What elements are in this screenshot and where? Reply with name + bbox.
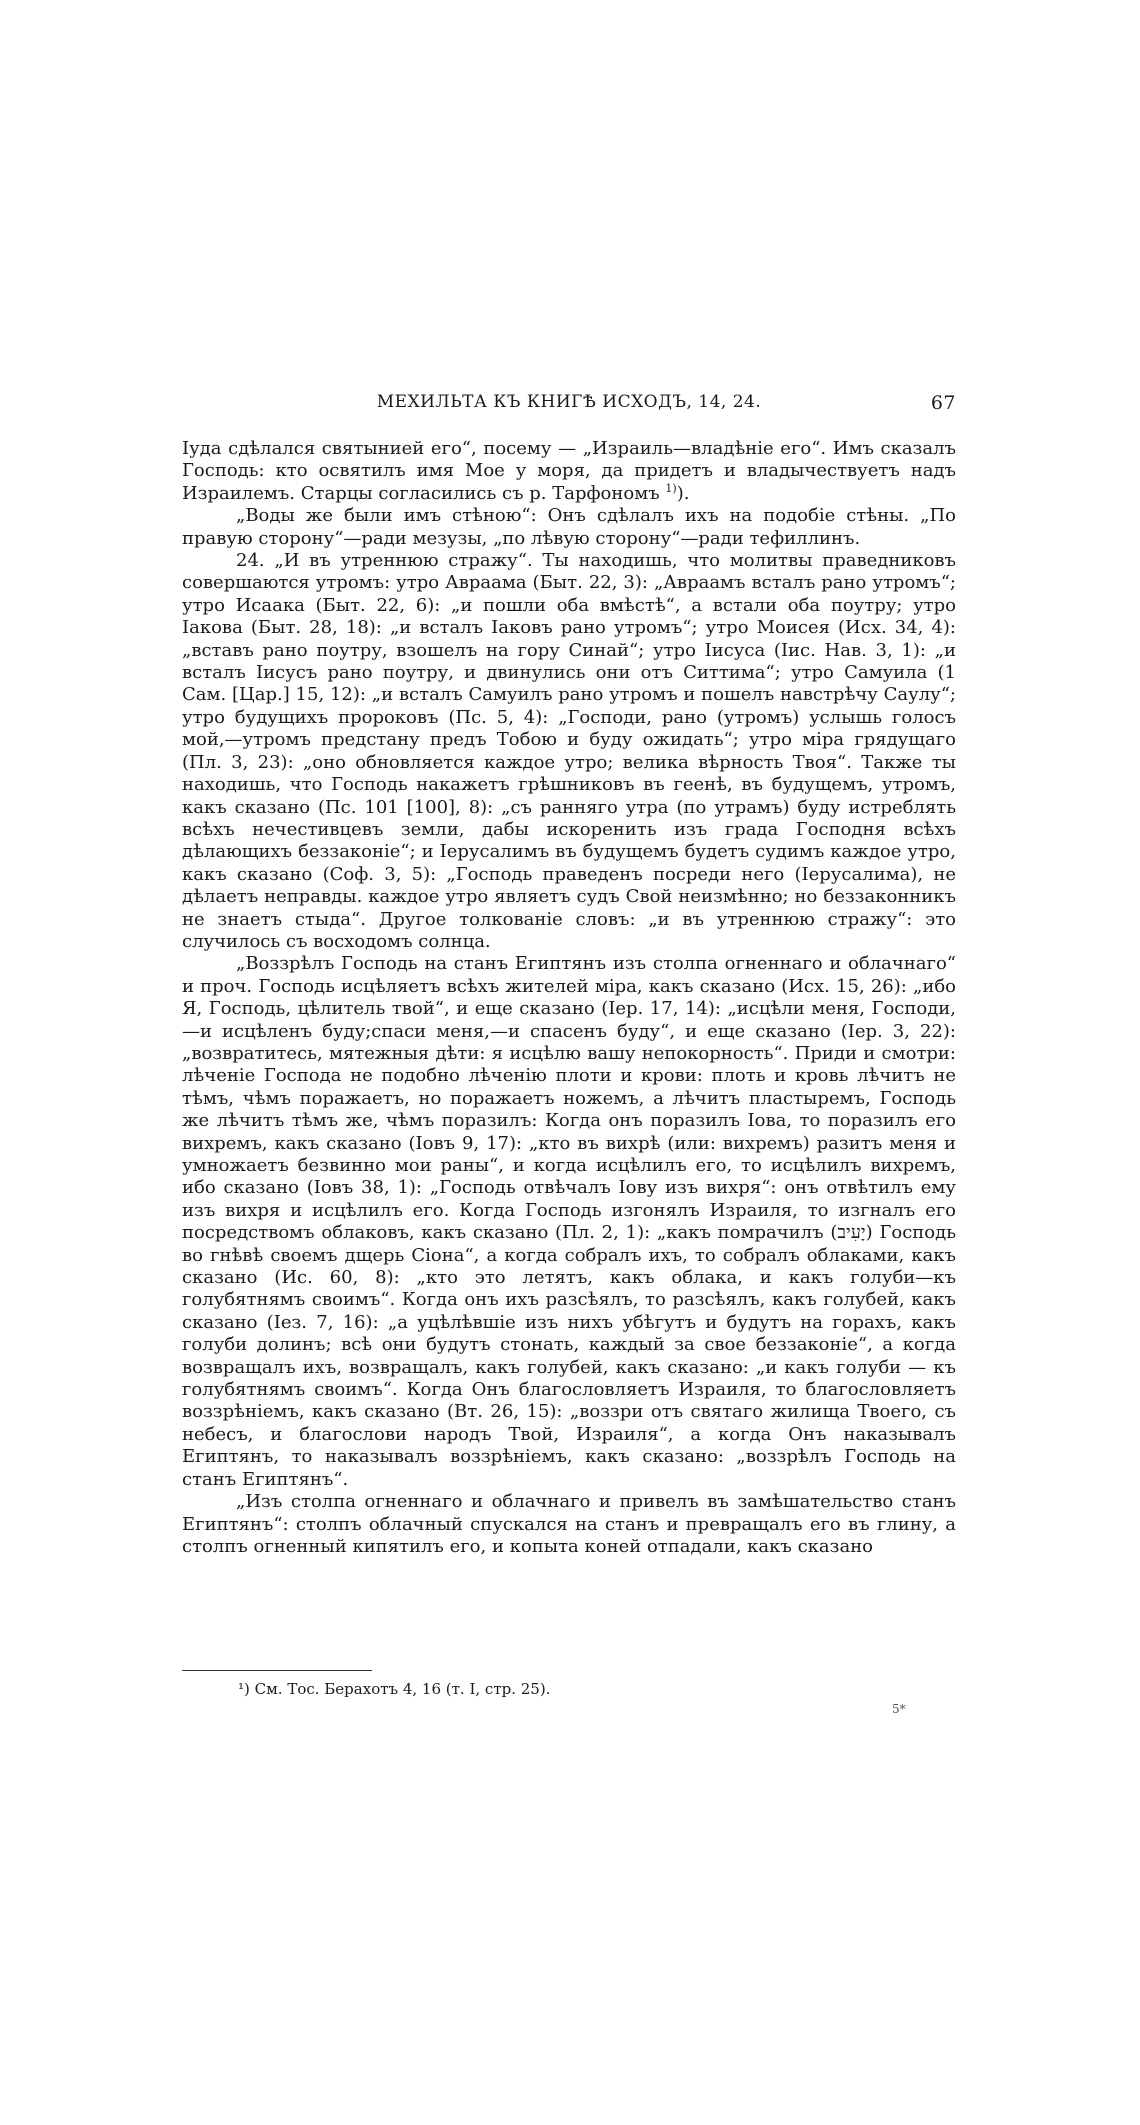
- running-title: МЕХИЛЬТА КЪ КНИГѢ ИСХОДЪ, 14, 24.: [376, 392, 762, 412]
- paragraph-1: Іуда сдѣлался святынией его“, посему — „Израиль—владѣніе его“. Имъ сказалъ Господь: кто освятилъ имя Мое у моря, да придетъ и владычествуетъ надъ Израилемъ. Старцы согласились съ р. Тарфономъ $^{1)}$).: [182, 438, 956, 504]
- paragraph-2: „Воды же были имъ стѣною“: Онъ сдѣлалъ ихъ на подобіе стѣны. „По правую сторону“—ради мезузы, „по лѣвую сторону“—ради тефиллинъ.: [182, 505, 956, 549]
- footnote-divider: [182, 1670, 372, 1671]
- paragraph-3: 24. „И въ утреннюю стражу“. Ты находишь, что молитвы праведниковъ совершаются утромъ: утро Авраама (Быт. 22, 3): „Авраамъ всталъ рано утромъ“; утро Исаака (Быт. 22, 6): „и пошли оба вмѣстѣ“, а встали оба поутру; утро Іакова (Быт. 28, 18): „и всталъ Іаковъ рано утромъ“; утро Моисея (Исх. 34, 4): „вставъ рано поутру, взошелъ на гору Синай“; утро Іисуса (Іис. Нав. 3, 1): „и всталъ Іисусъ рано поутру, и двинулись они отъ Ситтима“; утро Самуила (1 Сам. [Цар.] 15, 12): „и всталъ Самуилъ рано утромъ и пошелъ навстрѣчу Саулу“; утро будущихъ пророковъ (Пс. 5, 4): „Господи, рано (утромъ) услышь голосъ мой,—утромъ предстану предъ Тобою и буду ожидать“; утро міра грядущаго (Пл. 3, 23): „оно обновляется каждое утро; велика вѣрность Твоя“. Также ты находишь, что Господь накажетъ грѣшниковъ въ геенѣ, въ будущемъ, утромъ, какъ сказано (Пс. 101 [100], 8): „съ ранняго утра (по утрамъ) буду истреблять всѣхъ нечестивцевъ земли, дабы искоренить изъ града Господня всѣхъ дѣлающихъ беззаконіе“; и Іерусалимъ въ будущемъ будетъ судимъ каждое утро, какъ сказано (Соф. 3, 5): „Господь праведенъ посреди него (Іерусалима), не дѣлаетъ неправды. каждое утро являетъ судъ Свой неизмѣнно; но беззаконникъ не знаетъ стыда“. Другое толкованіе словъ: „и въ утреннюю стражу“: это случилось съ восходомъ солнца.: [182, 550, 956, 952]
- footnote-reference: 1): [665, 481, 677, 495]
- main-text: [182, 438, 956, 1558]
- page-number: 67: [930, 392, 956, 414]
- paragraph-1-text: Іуда сдѣлался святынией его“, посему — „Израиль—владѣніе его“. Имъ сказалъ Господь: кто освятилъ имя Мое у моря, да придетъ и владычествуетъ надъ Израилемъ. Старцы согласились съ р. Тарфономъ: [182, 438, 956, 504]
- footnote: ¹) См. Тос. Берахотъ 4, 16 (т. I, стр. 25).: [238, 1680, 551, 1698]
- paragraph-4: „Воззрѣлъ Господь на станъ Египтянъ изъ столпа огненнаго и облачнаго“ и проч. Господь исцѣляетъ всѣхъ жителей міра, какъ сказано (Исх. 15, 26): „ибо Я, Господь, цѣлитель твой“, и еще сказано (Іер. 17, 14): „исцѣли меня, Господи,—и исцѣленъ буду;спаси меня,—и спасенъ буду“, и еще сказано (Іер. 3, 22): „возвратитесь, мятежныя дѣти: я исцѣлю вашу непокорность“. Приди и смотри: лѣченіе Господа не подобно лѣченію плоти и крови: плоть и кровь лѣчитъ не тѣмъ, чѣмъ поражаетъ, но поражаетъ ножемъ, а лѣчитъ пластыремъ, Господь же лѣчитъ тѣмъ же, чѣмъ поразилъ: Когда онъ поразилъ Іова, то поразилъ его вихремъ, какъ сказано (Іовъ 9, 17): „кто въ вихрѣ (или: вихремъ) разитъ меня и умножаетъ безвинно мои раны“, и когда исцѣлилъ его, то исцѣлилъ вихремъ, ибо сказано (Іовъ 38, 1): „Господь отвѣчалъ Іову изъ вихря“: онъ отвѣтилъ ему изъ вихря и исцѣлилъ его. Когда Господь изгонялъ Израиля, то изгналъ его посредствомъ облаковъ, какъ сказано (Пл. 2, 1): „какъ помрачилъ (יָעִיב) Господь во гнѣвѣ своемъ дщерь Сіона“, а когда собралъ ихъ, то собралъ облаками, какъ сказано (Ис. 60, 8): „кто это летятъ, какъ облака, и какъ голуби—къ голубятнямъ своимъ“. Когда онъ ихъ разсѣялъ, то разсѣялъ, какъ голубей, какъ сказано (Іез. 7, 16): „а уцѣлѣвшіе изъ нихъ убѣгутъ и будутъ на горахъ, какъ голуби долинъ; всѣ они будутъ стонать, каждый за свое беззаконіе“, а когда возвращалъ ихъ, возвращалъ, какъ голубей, какъ сказано: „и какъ голуби — къ голубятнямъ своимъ“. Когда Онъ благословляетъ Израиля, то благословляетъ воззрѣніемъ, какъ сказано (Вт. 26, 15): „воззри отъ святаго жилища Твоего, съ небесъ, и благослови народъ Твой, Израиля“, а когда Онъ наказывалъ Египтянъ, то наказывалъ воззрѣніемъ, какъ сказано: „воззрѣлъ Господь на станъ Египтянъ“.: [182, 953, 956, 1490]
- signature-mark: 5*: [892, 1702, 906, 1716]
- running-header: [182, 392, 956, 418]
- paragraph-5: „Изъ столпа огненнаго и облачнаго и привелъ въ замѣшательство станъ Египтянъ“: столпъ облачный спускался на станъ и превращалъ его въ глину, а столпъ огненный кипятилъ его, и копыта коней отпадали, какъ сказано: [182, 1491, 956, 1557]
